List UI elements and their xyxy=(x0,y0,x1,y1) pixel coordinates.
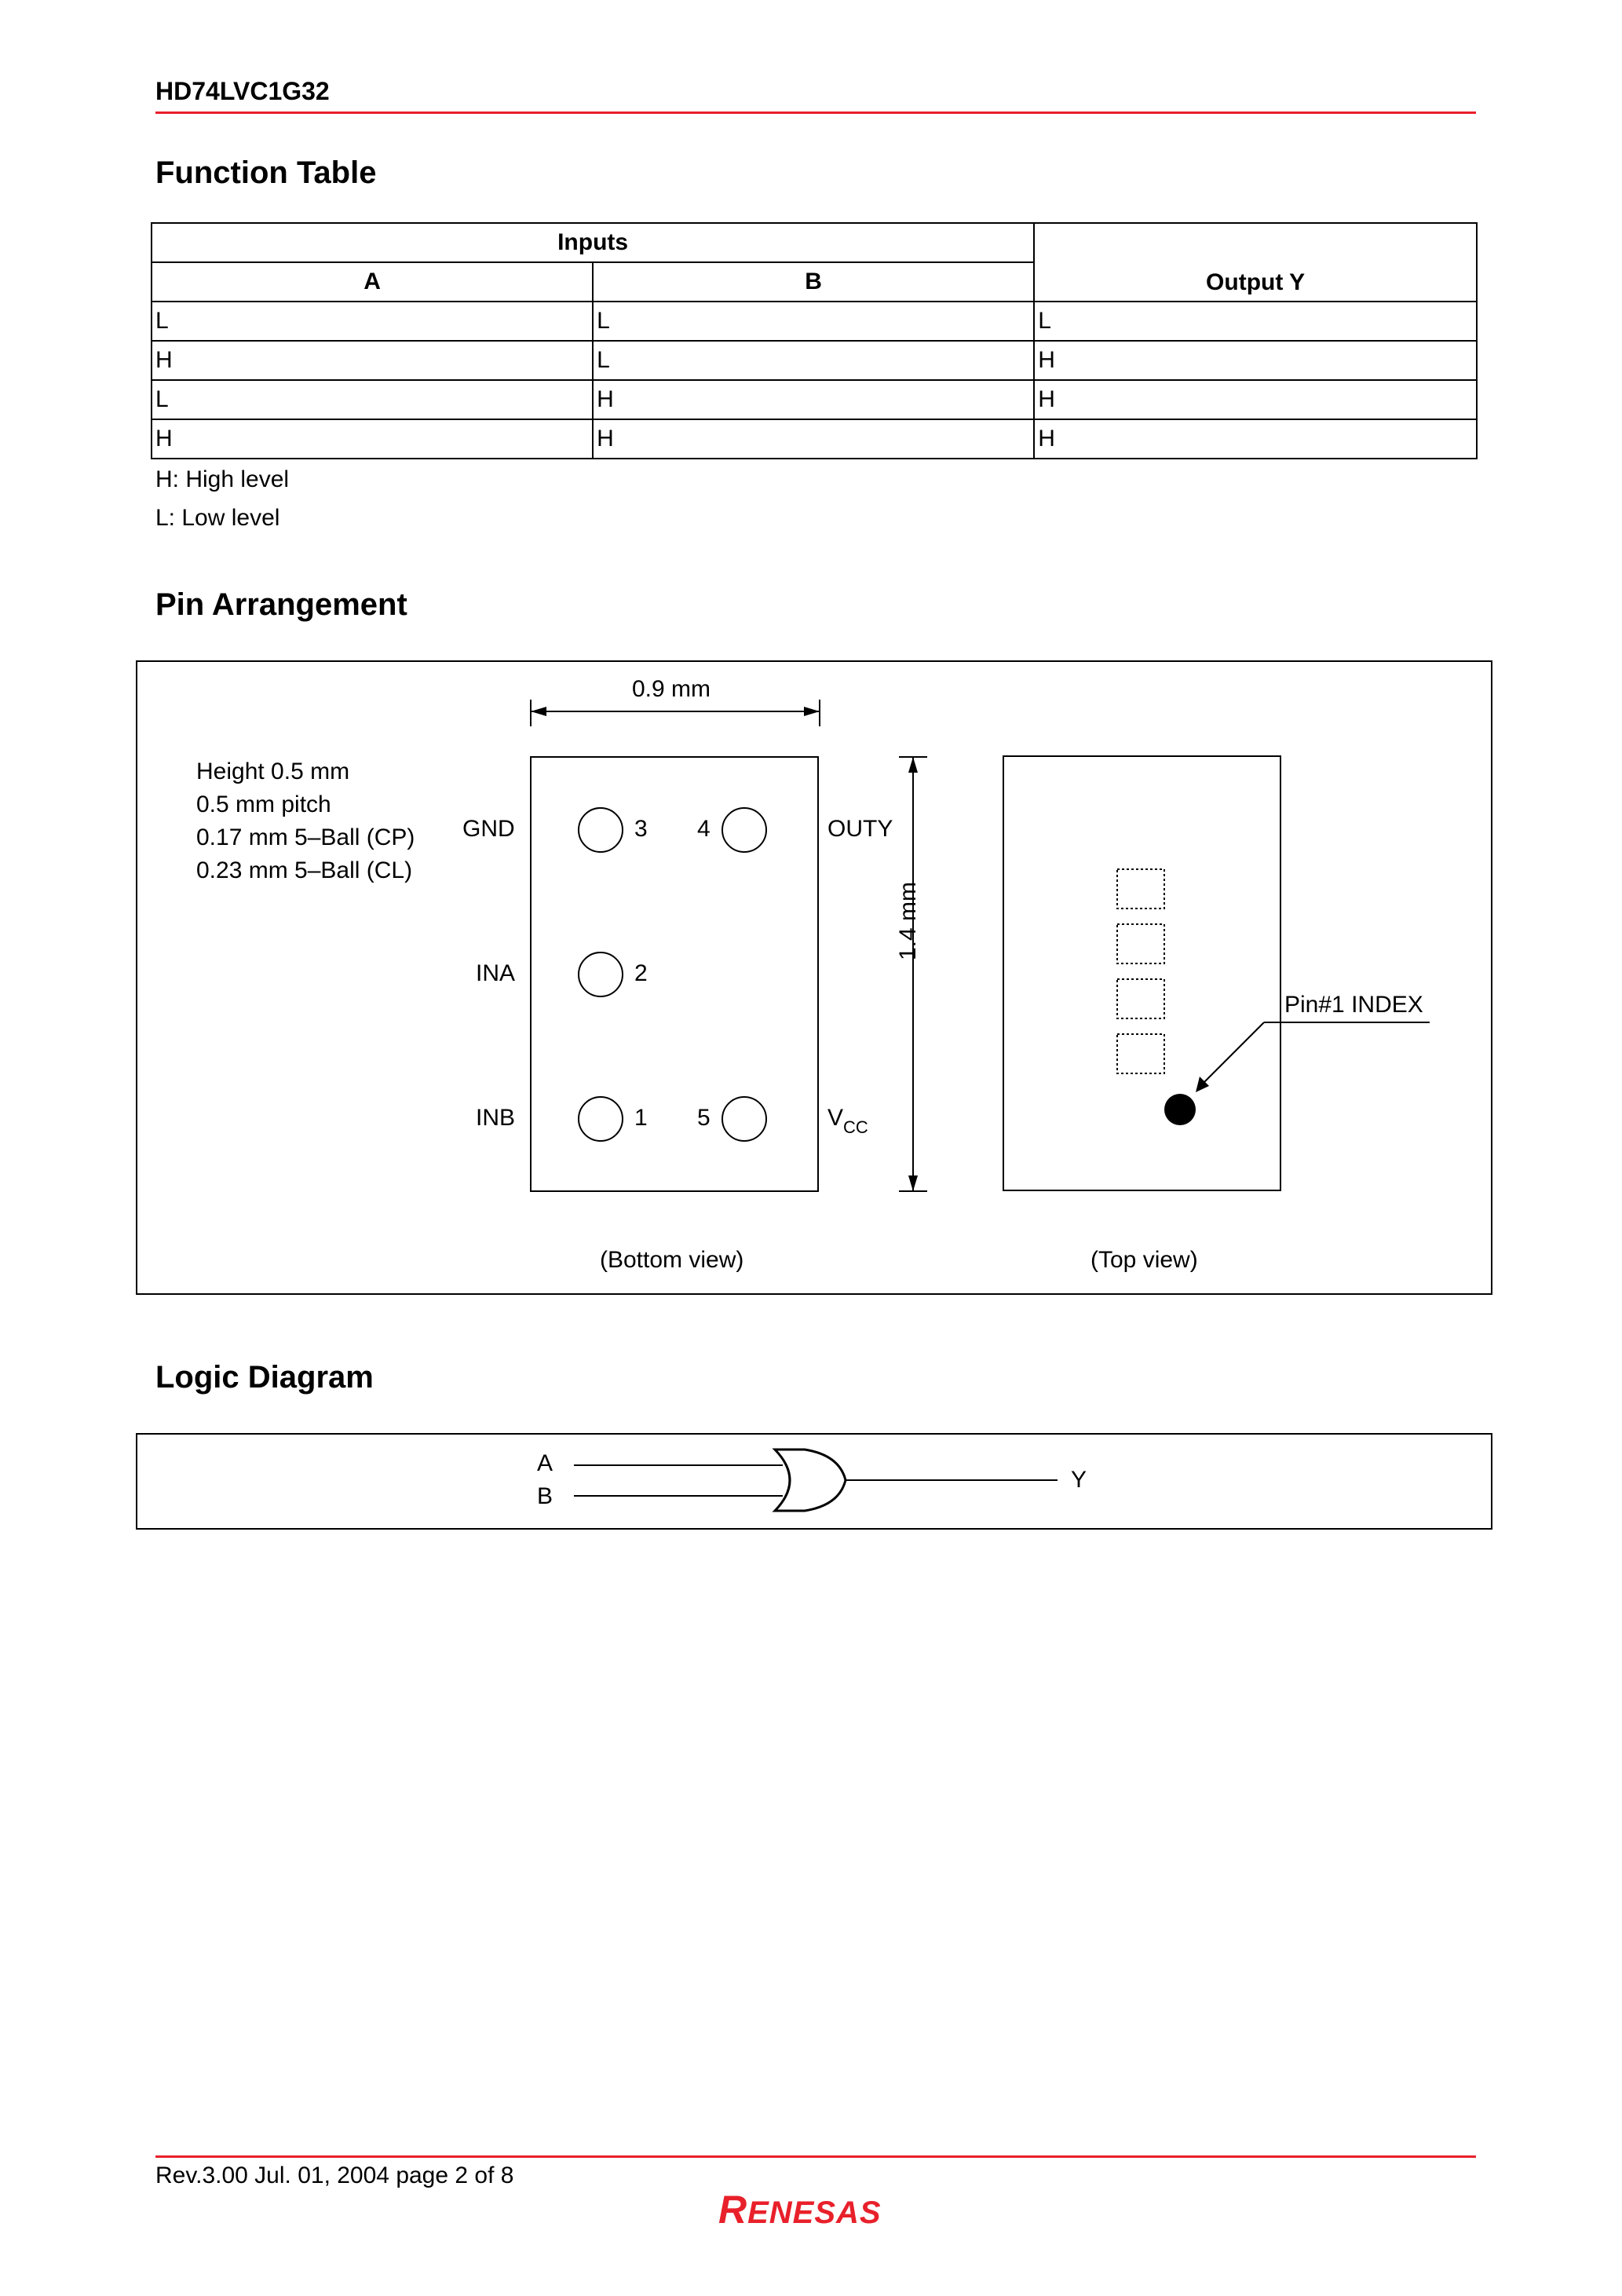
table-cell: L xyxy=(152,302,593,341)
function-table-heading: Function Table xyxy=(155,155,377,190)
table-cell: L xyxy=(1034,302,1477,341)
table-row xyxy=(152,380,1477,419)
table-cell: H xyxy=(152,341,593,380)
note-low-level: L: Low level xyxy=(155,505,280,531)
pin-arrangement-heading: Pin Arrangement xyxy=(155,587,407,622)
table-row xyxy=(152,302,1477,341)
pin-label-gnd: GND xyxy=(462,816,515,842)
pin-label-inb: INB xyxy=(476,1105,516,1131)
spec-ball-cp: 0.17 mm 5–Ball (CP) xyxy=(196,824,415,850)
header-rule xyxy=(155,112,1476,114)
table-cell: H xyxy=(1034,380,1477,419)
pin-arrangement-drawing xyxy=(137,662,1491,1293)
footer-revision: Rev.3.00 Jul. 01, 2004 page 2 of 8 xyxy=(155,2163,514,2188)
column-a-header: A xyxy=(152,262,593,302)
output-header: Output Y xyxy=(1034,223,1477,302)
logic-diagram-heading: Logic Diagram xyxy=(155,1360,374,1395)
table-row xyxy=(152,341,1477,380)
inputs-header: Inputs xyxy=(152,223,1034,262)
table-cell: H xyxy=(593,380,1034,419)
pin-arrangement-frame xyxy=(136,660,1492,1295)
spec-height: Height 0.5 mm xyxy=(196,759,350,784)
pin-label-vcc: $V_{CC}$ xyxy=(827,1105,868,1137)
table-cell: H xyxy=(593,419,1034,459)
pin1-index-label: Pin#1 INDEX xyxy=(1284,992,1423,1018)
table-cell: H xyxy=(152,419,593,459)
width-dimension-label: 0.9 mm xyxy=(632,676,711,702)
spec-pitch: 0.5 mm pitch xyxy=(196,792,331,817)
height-dimension-label: 1.4 mm xyxy=(895,881,921,960)
table-cell: H xyxy=(1034,341,1477,380)
top-view-caption: (Top view) xyxy=(1090,1247,1198,1273)
pin-label-ina: INA xyxy=(476,960,516,986)
bottom-view-caption: (Bottom view) xyxy=(600,1247,744,1273)
logic-diagram-frame xyxy=(136,1433,1492,1530)
table-cell: L xyxy=(593,341,1034,380)
pin-number-2: 2 xyxy=(634,960,648,986)
pin-number-5: 5 xyxy=(697,1105,711,1131)
document-title: HD74LVC1G32 xyxy=(155,77,330,105)
logic-input-a-label: A xyxy=(537,1450,553,1476)
pin-number-4: 4 xyxy=(697,816,711,842)
table-row xyxy=(152,419,1477,459)
column-b-header: B xyxy=(593,262,1034,302)
footer-rule xyxy=(155,2155,1476,2158)
function-table xyxy=(151,222,1478,459)
logic-input-b-label: B xyxy=(537,1483,553,1509)
pin-label-outy: OUTY xyxy=(827,816,893,842)
pin-number-1: 1 xyxy=(634,1105,648,1131)
renesas-logo: RENESAS xyxy=(718,2188,882,2232)
table-cell: L xyxy=(152,380,593,419)
spec-ball-cl: 0.23 mm 5–Ball (CL) xyxy=(196,857,413,883)
table-cell: L xyxy=(593,302,1034,341)
pin-number-3: 3 xyxy=(634,816,648,842)
or-gate-drawing xyxy=(137,1435,1491,1528)
table-cell: H xyxy=(1034,419,1477,459)
note-high-level: H: High level xyxy=(155,466,290,492)
logic-output-y-label: Y xyxy=(1071,1467,1087,1493)
